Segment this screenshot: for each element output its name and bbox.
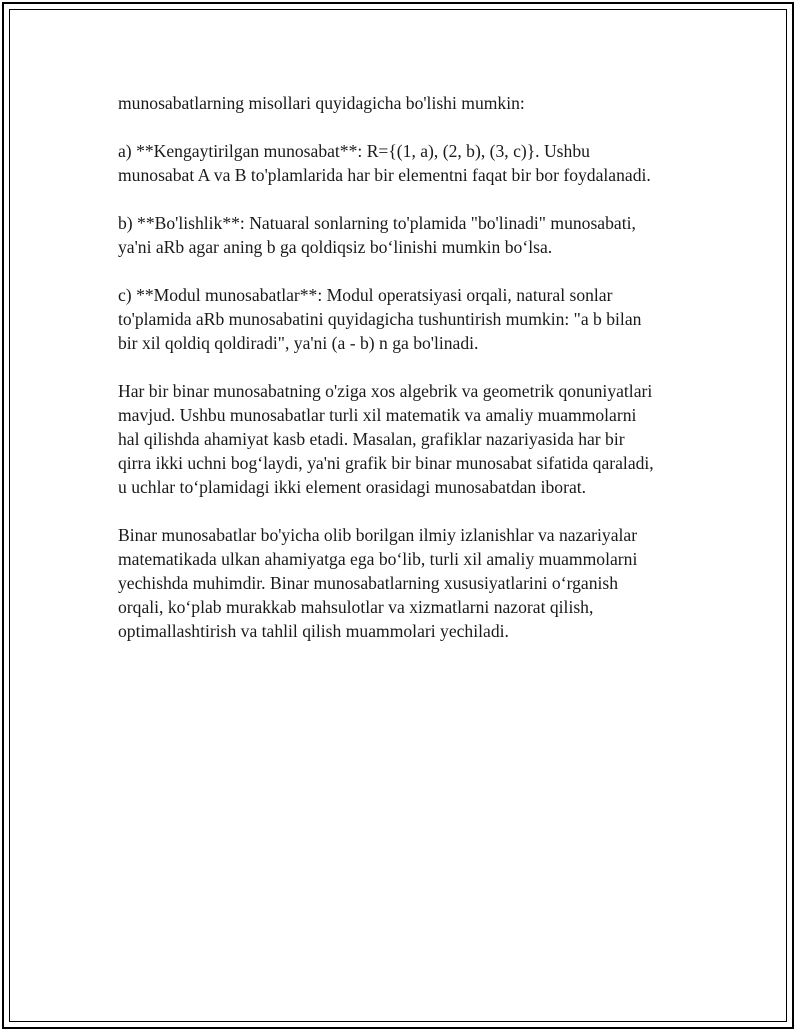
example-c-paragraph: c) **Modul munosabatlar**: Modul operatsiyasi orqali, natural sonlar to'plamida aRb munosabatini quyidagicha tushuntirish mumkin: "a b bilan bir xil qoldiq qoldiradi", ya'ni (a - b) n ga bo'linadi.	[118, 285, 642, 353]
example-b-paragraph: b) **Bo'lishlik**: Natuaral sonlarning to'plamida "bo'linadi" munosabati, ya'ni aRb agar aning b ga qoldiqsiz bo‘linishi mumkin bo‘lsa.	[118, 213, 636, 257]
document-body	[118, 91, 693, 667]
properties-paragraph: Har bir binar munosabatning o'ziga xos algebrik va geometrik qonuniyatlari mavjud. Ushbu munosabatlar turli xil matematik va amaliy muammolarni hal qilishda ahamiyat kasb etadi. Masalan, grafiklar nazariyasida har bir qirra ikki uchni bog‘laydi, ya'ni grafik bir binar munosabat sifatida qaraladi, u uchlar to‘plamidagi ikki element orasidagi munosabatdan iborat.	[118, 381, 654, 497]
conclusion-paragraph: Binar munosabatlar bo'yicha olib borilgan ilmiy izlanishlar va nazariyalar matematikada ulkan ahamiyatga ega bo‘lib, turli xil amaliy muammolarni yechishda muhimdir. Binar munosabatlarning xususiyatlarini o‘rganish orqali, ko‘plab murakkab mahsulotlar va xizmatlarni nazorat qilish, optimallashtirish va tahlil qilish muammolari yechiladi.	[118, 525, 638, 641]
intro-paragraph: munosabatlarning misollari quyidagicha bo'lishi mumkin:	[118, 93, 525, 113]
example-a-paragraph: a) **Kengaytirilgan munosabat**: R={(1, a), (2, b), (3, c)}. Ushbu munosabat A va B to'plamlarida har bir elementni faqat bir bor foydalanadi.	[118, 141, 651, 185]
